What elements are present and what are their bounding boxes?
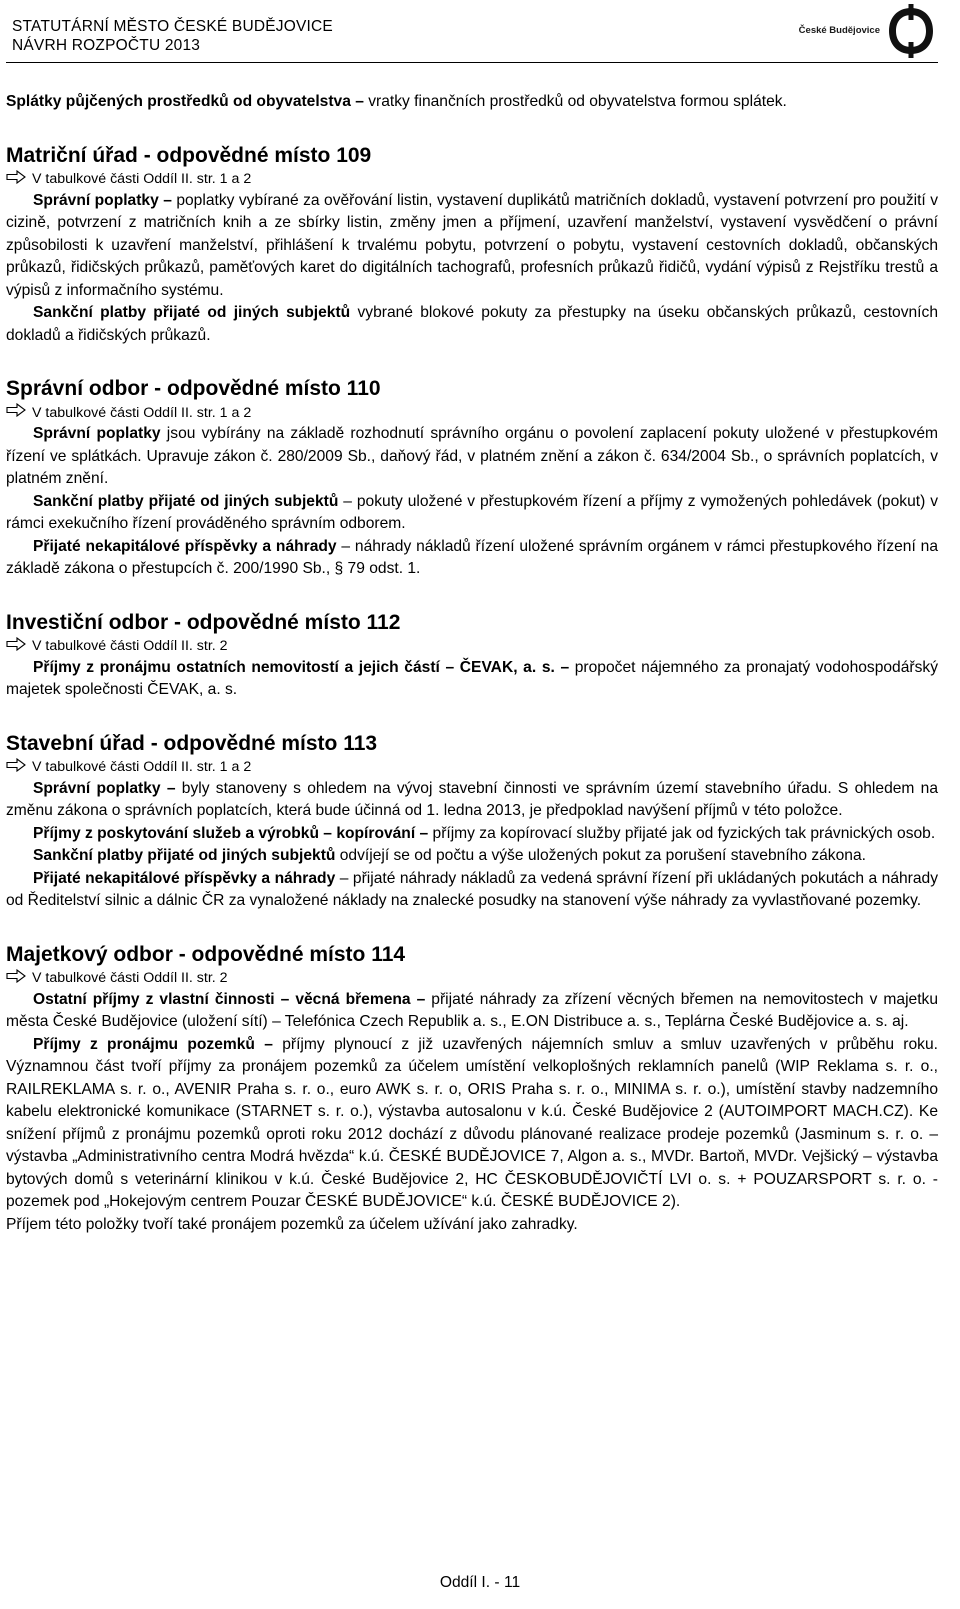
logo-mark-icon: [884, 4, 938, 58]
section-paragraph: [6, 989, 938, 1034]
section-paragraph: [6, 190, 938, 303]
table-reference-text: V tabulkové části Oddíl II. str. 1 a 2: [32, 171, 252, 187]
document-body: [6, 63, 938, 1236]
paragraph-text: vratky finančních prostředků od obyvatelstva formou splátek.: [363, 93, 787, 110]
arrow-right-icon: [6, 637, 32, 657]
section-paragraph: [6, 423, 938, 491]
paragraph-text: – pokuty uložené v přestupkovém řízení a příjmy z vymožených pohledávek (pokut) v rámci exekučního řízení prováděného správním odborem.: [6, 492, 938, 532]
section-paragraph: [6, 778, 938, 823]
paragraph-text: přijaté náhrady za zřízení věcných břemen na nemovitostech v majetku města České Budějovice (uložení sítí) – Telefónica Czech Republik a. s., E.ON Distribuce a. s., Teplárna České Budějovice a. s. aj.: [6, 990, 939, 1030]
section-title: Majetkový odbor - odpovědné místo 114: [6, 942, 406, 966]
section-title: Stavební úřad - odpovědné místo 113: [6, 731, 378, 755]
paragraph-text: jsou vybírány na základě rozhodnutí správního orgánu o povolení zaplacení pokuty uložené v přestupkovém řízení ve splátkách. Upravuje zákon č. 280/2009 Sb., daňový řád, v platném znění a zákon č. 634/2004 Sb., o správních poplatcích, v platném znění.: [6, 425, 938, 487]
table-reference-text: V tabulkové části Oddíl II. str. 2: [32, 970, 228, 986]
section-title: Matriční úřad - odpovědné místo 109: [6, 143, 372, 167]
paragraph-lead: Sankční platby přijaté od jiných subjektů: [33, 304, 351, 321]
header-city-name: STATUTÁRNÍ MĚSTO ČESKÉ BUDĚJOVICE: [12, 18, 333, 35]
section-paragraph: [6, 823, 938, 846]
table-reference: [6, 170, 938, 190]
section-title: Investiční odbor - odpovědné místo 112: [6, 610, 401, 634]
section: [6, 941, 938, 1237]
paragraph-lead: Ostatní příjmy z vlastní činnosti – věcná břemena –: [33, 990, 426, 1008]
section-paragraph: [6, 868, 938, 913]
paragraph-text: byly stanoveny s ohledem na vývoj stavební činnosti ve správním území stavebního úřadu. S ohledem na změnu zákona o správních poplatcích, která bude účinná od 1. ledna 2013, je předpoklad navýšení příjmů v této položce.: [6, 779, 939, 819]
header-budget-title: NÁVRH ROZPOČTU 2013: [12, 37, 201, 54]
paragraph-text: odvíjejí se od počtu a výše uložených pokut za porušení stavebního zákona.: [335, 847, 866, 864]
logo-text: České Budějovice: [798, 25, 880, 36]
paragraph-text: – přijaté náhrady nákladů za vedená správní řízení při ukládaných pokutách a náhrady od Ředitelství silnic a dálnic ČR za vynaložené náklady na znalecké posudky na stanovení výše náhrady za vyvlastňované pozemky.: [6, 869, 938, 909]
section-paragraph: [6, 845, 938, 868]
paragraph-lead: Správní poplatky: [33, 425, 161, 442]
paragraph-lead: Příjmy z pronájmu pozemků –: [33, 1035, 273, 1053]
paragraph-text: – náhrady nákladů řízení uložené správním orgánem v rámci přestupkového řízení na základě zákona o přestupcích č. 200/1990 Sb., § 79 odst. 1.: [6, 537, 938, 577]
paragraph-lead: Sankční platby přijaté od jiných subjektů: [33, 847, 336, 864]
arrow-right-icon: [6, 403, 32, 423]
table-reference-text: V tabulkové části Oddíl II. str. 1 a 2: [32, 759, 252, 775]
section-paragraph: [6, 536, 938, 581]
section: [6, 730, 938, 913]
closing-paragraph: Příjem této položky tvoří také pronájem pozemků za účelem užívání jako zahradky.: [6, 1215, 578, 1233]
paragraph-text: vybrané blokové pokuty za přestupky na úseku občanských průkazů, cestovních dokladů a řidičských průkazů.: [6, 304, 938, 344]
intro-paragraph: [6, 91, 938, 114]
section: [6, 142, 938, 348]
paragraph-lead: Správní poplatky –: [33, 779, 176, 797]
table-reference-text: V tabulkové části Oddíl II. str. 2: [32, 638, 228, 654]
arrow-right-icon: [6, 969, 32, 989]
section-paragraph: [6, 657, 938, 702]
paragraph-lead: Splátky půjčených prostředků od obyvatelstva –: [6, 93, 364, 110]
paragraph-lead: Příjmy z poskytování služeb a výrobků – kopírování –: [33, 824, 429, 842]
table-reference: [6, 969, 938, 989]
arrow-right-icon: [6, 170, 32, 190]
section-paragraph: [6, 302, 938, 347]
page-header: [6, 0, 938, 63]
paragraph-lead: Příjmy z pronájmu ostatních nemovitostí a jejich částí – ČEVAK, a. s. –: [33, 658, 570, 676]
paragraph-text: propočet nájemného za pronajatý vodohospodářský majetek společnosti ČEVAK, a. s.: [6, 658, 938, 698]
paragraph-lead: Přijaté nekapitálové příspěvky a náhrady: [33, 869, 336, 887]
paragraph-lead: Sankční platby přijaté od jiných subjektů: [33, 492, 339, 510]
table-reference: [6, 637, 938, 657]
section: [6, 375, 938, 581]
table-reference: [6, 403, 938, 423]
table-reference: [6, 758, 938, 778]
table-reference-text: V tabulkové části Oddíl II. str. 1 a 2: [32, 404, 252, 421]
paragraph-text: příjmy za kopírovací služby přijaté jak od fyzických tak právnických osob.: [428, 824, 936, 842]
section: [6, 609, 938, 702]
section-title: Správní odbor - odpovědné místo 110: [6, 377, 381, 400]
paragraph-text: příjmy plynoucí z již uzavřených nájemních smluv a smluv uzavřených v průběhu roku. Významnou část tvoří příjmy za pronájem pozemků za účelem umístění velkoplošných reklamních panelů (WIP Reklama s. r. o., RAILREKLAMA s. r. o., AVENIR Praha s. r. o., euro AWK s. r. o, ORIS Praha s. r. o., MINIMA s. r. o.), umístění stavby nadzemního kabelu elektronické komunikace (STARNET s. r. o.), výstavba autosalonu v k.ú. České Budějovice 2 (AUTOIMPORT MACH.CZ). Ke snížení příjmů z pronájmu pozemků oproti roku 2012 dochází z důvodu plánované realizace prodeje pozemků (Jasminum s. r. o. – výstavba „Administrativního centra Modrá hvězda“ k.ú. ČESKÉ BUDĚJOVICE 7, Algon a. s., MVDr. Bartoň, MVDr. Vejšický – výstavba bytových domů s veterinární klinikou v k.ú. České Budějovice 2, HC ČESKOBUDĚJOVIČTÍ LVI o. s. + POUZARSPORT s. r. o. - pozemek pod „Hokejovým centrem Pouzar ČESKÉ BUDĚJOVICE“ k.ú. ČESKÉ BUDĚJOVICE 2).: [6, 1035, 938, 1210]
section-paragraph: [6, 491, 938, 536]
page-footer: Oddíl I. - 11: [439, 1574, 521, 1591]
paragraph-text: poplatky vybírané za ověřování listin, vystavení duplikátů matričních dokladů, vystavení potvrzení pro použití v cizině, potvrzení z matričních knih a ze sbírky listin, změny jmen a příjmení, uzavření manželství, vystavení vysvědčení o právní způsobilosti k uzavření manželství, přihlášení k trvalému pobytu, potvrzení o pobytu, vystavení cestovních dokladů, občanských průkazů, řidičských průkazů, paměťových karet do digitálních tachografů, profesních průkazů řidičů, vydání výpisů z Rejstříku trestů a výpisů z informačního systému.: [6, 191, 938, 299]
arrow-right-icon: [6, 758, 32, 778]
paragraph-lead: Správní poplatky –: [33, 191, 172, 209]
section-paragraph: [6, 1034, 938, 1214]
paragraph-lead: Přijaté nekapitálové příspěvky a náhrady: [33, 537, 337, 555]
city-logo: [798, 4, 938, 58]
